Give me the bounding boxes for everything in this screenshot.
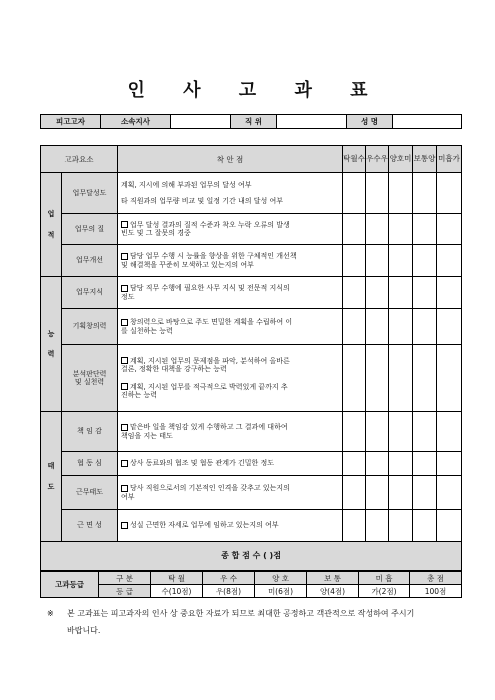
grade-cell: 등 급 [99,585,151,598]
grade-check-cell[interactable] [389,510,413,542]
group-char: 력 [47,350,55,358]
grade-check-cell[interactable] [437,345,462,412]
focus-description [118,309,343,345]
focus-line [121,521,339,529]
grade-check-cell[interactable] [389,277,413,309]
grade-table [40,571,462,598]
table-row [41,309,462,345]
group-label [41,412,62,542]
grade-check-cell[interactable] [343,345,366,412]
table-row [41,214,462,245]
grade-check-cell[interactable] [366,345,389,412]
grade-check-cell[interactable] [413,345,437,412]
focus-text: 계획, 지시에 의해 부과된 업무의 달성 여부 [121,181,252,190]
grade-check-cell[interactable] [343,277,366,309]
focus-text: 를 실천하는 능력 [121,326,173,335]
grade-check-cell[interactable] [343,510,366,542]
focus-description [118,214,343,245]
focus-text: 책임을 지는 태도 [121,431,173,440]
header-grade-1: 탁월수 [343,146,366,173]
grade-cell: 양 호 [255,572,307,585]
focus-text: 여부 [121,492,135,501]
focus-description [118,277,343,309]
grade-check-cell[interactable] [389,309,413,345]
focus-text: 당사 직원으로서의 기본적인 인격을 갖추고 있는지의 [130,484,290,493]
grade-check-cell[interactable] [437,309,462,345]
focus-text: 및 해결책을 꾸준히 모색하고 있는지의 여부 [121,260,254,269]
grade-check-cell[interactable] [389,412,413,452]
focus-text: 계획, 지시된 업무의 문제점을 파악, 분석하여 올바른 [130,356,290,365]
grade-cell: 구 분 [99,572,151,585]
grade-check-cell[interactable] [389,173,413,214]
table-row [41,412,462,452]
grade-check-cell[interactable] [343,412,366,452]
element-name: 업무지식 [62,277,118,309]
grade-check-cell[interactable] [343,214,366,245]
grade-check-cell[interactable] [437,510,462,542]
grade-cell: 총 점 [410,572,462,585]
grade-check-cell[interactable] [343,476,366,510]
focus-description [118,173,343,214]
focus-line [121,327,339,335]
focus-line [121,318,339,326]
header-grade-3: 양호미 [389,146,413,173]
header-grade-4: 보통양 [413,146,437,173]
checkbox-icon[interactable] [121,253,128,260]
focus-text: 창의력으로 바탕으로 주도 면밀한 계획을 수립하여 이 [130,318,293,327]
focus-line [121,459,339,467]
grade-check-cell[interactable] [343,309,366,345]
element-name: 근 면 성 [62,510,118,542]
focus-line [121,365,339,373]
focus-line [121,252,339,260]
header-grade-2: 우수우 [366,146,389,173]
grade-check-cell[interactable] [389,476,413,510]
checkbox-icon[interactable] [121,522,128,529]
info-table [40,114,462,129]
focus-description [118,476,343,510]
focus-text: 빈도 및 그 잘못의 경중 [121,229,191,237]
focus-line [121,357,339,365]
focus-text: 결론, 정확한 대책을 강구하는 능력 [121,365,227,374]
focus-text: 담당 업무 수행 시 능률을 향상을 위한 구체적인 개선책 [130,252,297,261]
focus-text: 성실 근면한 자세로 업무에 임하고 있는지의 여부 [130,521,279,530]
table-row [41,476,462,510]
header-grade-5: 미흡가 [437,146,462,173]
grade-check-cell[interactable] [366,214,389,245]
checkbox-icon[interactable] [121,221,128,228]
element-name: 업무달성도 [62,173,118,214]
note-line-1: 본 고과표는 피고과자의 인사 상 중요한 자료가 되므로 최대한 공정하고 객관적으로 작성하여 주시기 [67,609,415,618]
focus-line [121,181,339,189]
checkbox-icon[interactable] [121,460,128,467]
grade-check-cell[interactable] [437,476,462,510]
focus-text: 맡은바 일을 책임감 있게 수행하고 그 결과에 대하여 [130,423,288,432]
focus-line [121,432,339,440]
grade-cell: 우(8점) [203,585,255,598]
focus-description [118,245,343,277]
grade-check-cell[interactable] [343,173,366,214]
grade-check-cell[interactable] [366,412,389,452]
evaluatee-label: 피고고자 [41,115,101,129]
group-char: 태 [47,462,55,471]
focus-text: 타 직원과의 업무량 비교 및 일정 기간 내의 달성 여부 [121,196,284,205]
grade-check-cell[interactable] [437,277,462,309]
group-char: 적 [47,230,55,239]
group-char: 도 [47,482,55,491]
grade-check-cell[interactable] [366,476,389,510]
focus-description [118,510,343,542]
header-focus: 착 안 점 [118,146,343,173]
focus-line [121,293,339,301]
element-name: 업무의 질 [62,214,118,245]
evaluation-table [40,145,462,571]
element-name: 협 동 심 [62,452,118,476]
checkbox-icon[interactable] [121,357,128,364]
total-score: 종 합 점 수 ( )점 [41,542,462,571]
focus-description [118,412,343,452]
element-name: 업무개선 [62,245,118,277]
branch-label: 소속지사 [101,115,171,129]
grade-check-cell[interactable] [366,277,389,309]
group-label [41,173,62,277]
grade-cell: 미 흡 [359,572,410,585]
position-label: 직 위 [231,115,277,129]
grade-check-cell[interactable] [366,309,389,345]
grade-check-cell[interactable] [413,214,437,245]
grade-check-cell[interactable] [366,245,389,277]
grade-cell: 보 통 [307,572,359,585]
element-name: 기획창의력 [62,309,118,345]
element-name: 책 임 감 [62,412,118,452]
focus-line [121,229,339,237]
note-mark: ※ [47,609,54,618]
group-char: 업 [47,210,55,219]
grade-check-cell[interactable] [366,452,389,476]
grade-cell: 탁 월 [151,572,203,585]
grade-check-cell[interactable] [413,245,437,277]
element-name: 분석판단력 및 실천력 [62,345,118,412]
table-row [41,277,462,309]
focus-description [118,345,343,412]
focus-line [121,221,339,229]
checkbox-icon[interactable] [121,485,128,492]
checkbox-icon[interactable] [121,424,128,431]
element-name: 근무태도 [62,476,118,510]
position-field[interactable] [277,115,347,129]
footnote [47,605,467,639]
grade-check-cell[interactable] [437,412,462,452]
grade-check-cell[interactable] [437,245,462,277]
focus-text: 업무 달성 결과의 질적 수준과 착오 누락 오류의 발생 [130,220,290,229]
table-row [41,173,462,214]
checkbox-icon[interactable] [121,285,128,292]
grade-check-cell[interactable] [437,452,462,476]
grade-check-cell[interactable] [437,173,462,214]
focus-line [121,484,339,492]
focus-line [121,284,339,292]
table-row [41,452,462,476]
grade-cell: 100점 [410,585,462,598]
grade-check-cell[interactable] [413,452,437,476]
grade-check-cell[interactable] [413,476,437,510]
group-label [41,277,62,412]
focus-text: 담당 직무 수행에 필요한 사무 지식 및 전문적 지식의 [130,284,290,293]
grade-cell: 수(10점) [151,585,203,598]
focus-line [121,383,339,391]
grade-check-cell[interactable] [413,412,437,452]
table-row [41,510,462,542]
grade-check-cell[interactable] [343,452,366,476]
grade-check-cell[interactable] [389,452,413,476]
grade-cell: 가(2점) [359,585,410,598]
grade-label: 고과등급 [41,572,99,598]
checkbox-icon[interactable] [121,383,128,390]
focus-text: 진하는 능력 [121,390,158,399]
focus-text: 정도 [121,292,135,301]
focus-line [121,493,339,501]
grade-check-cell[interactable] [343,245,366,277]
grade-cell: 미(6점) [255,585,307,598]
focus-line [121,423,339,431]
grade-check-cell[interactable] [437,214,462,245]
focus-description [118,452,343,476]
focus-line [121,391,339,399]
grade-check-cell[interactable] [413,173,437,214]
grade-check-cell[interactable] [413,510,437,542]
grade-check-cell[interactable] [413,277,437,309]
checkbox-icon[interactable] [121,319,128,326]
grade-check-cell[interactable] [366,510,389,542]
grade-check-cell[interactable] [389,214,413,245]
group-char: 능 [47,329,55,338]
grade-check-cell[interactable] [413,309,437,345]
focus-text: 상사 동료와의 협조 및 협동 관계가 긴밀한 정도 [130,459,275,468]
name-label: 성 명 [347,115,393,129]
table-row [41,345,462,412]
focus-line [121,197,339,205]
grade-cell: 우 수 [203,572,255,585]
focus-line [121,261,339,269]
focus-text: 계획, 지시된 업무를 적극적으로 박력있게 끝까지 추 [130,382,288,391]
grade-cell: 양(4점) [307,585,359,598]
grade-check-cell[interactable] [366,173,389,214]
grade-check-cell[interactable] [389,345,413,412]
header-element: 고과요소 [41,146,118,173]
branch-field[interactable] [171,115,231,129]
grade-check-cell[interactable] [389,245,413,277]
page-title: 인 사 고 과 표 [127,80,384,101]
table-row [41,245,462,277]
note-line-2: 바랍니다. [67,626,101,635]
name-field[interactable] [393,115,462,129]
